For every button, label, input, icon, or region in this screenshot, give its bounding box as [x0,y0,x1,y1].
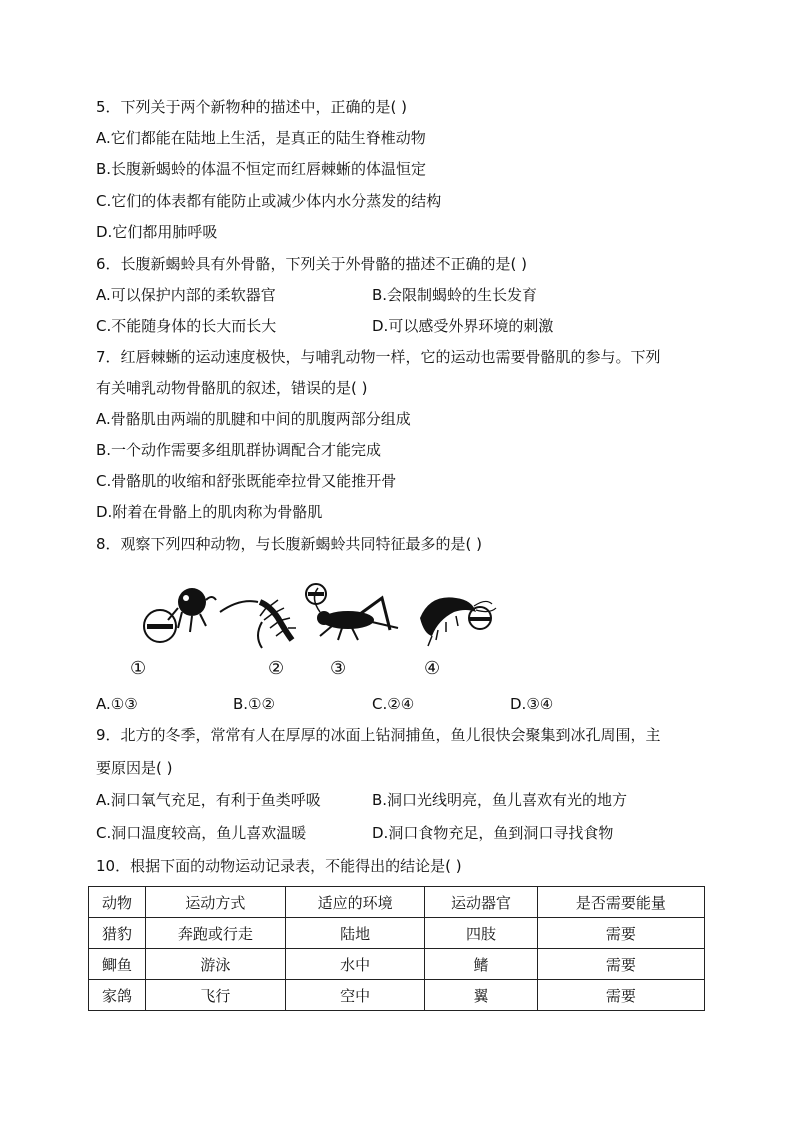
table-cell: 鲫鱼 [89,949,146,980]
table-cell: 陆地 [285,918,425,949]
q7-option-b: B.一个动作需要多组肌群协调配合才能完成 [96,441,382,459]
q7-option-a: A.骨骼肌由两端的肌腱和中间的肌腹两部分组成 [96,410,411,428]
q9-option-d: D.洞口食物充足，鱼到洞口寻找食物 [372,824,614,842]
table-cell: 需要 [537,980,704,1011]
q9-option-b: B.洞口光线明亮，鱼儿喜欢有光的地方 [372,791,628,809]
q8-option-d: D.③④ [510,695,554,713]
table-header-cell: 运动方式 [146,887,286,918]
table-cell: 水中 [285,949,425,980]
table-row [89,949,705,980]
q6-option-a: A.可以保护内部的柔软器官 [96,286,276,304]
table-cell: 游泳 [146,949,286,980]
table-cell: 翼 [425,980,537,1011]
q5-stem: 5．下列关于两个新物种的描述中，正确的是( ) [96,98,408,116]
q7-option-c: C.骨骼肌的收缩和舒张既能牵拉骨又能推开骨 [96,472,397,490]
figure-label-3: ③ [330,658,347,679]
animal-figure [120,578,500,688]
q7-option-d: D.附着在骨骼上的肌肉称为骨骼肌 [96,503,323,521]
q6-option-d: D.可以感受外界环境的刺激 [372,317,554,335]
q9-option-c: C.洞口温度较高，鱼儿喜欢温暖 [96,824,307,842]
table-cell: 鳍 [425,949,537,980]
figure-label-2: ② [268,658,285,679]
q9-stem-line2: 要原因是( ) [96,759,173,777]
q6-option-c: C.不能随身体的长大而长大 [96,317,277,335]
animal-3-icon [306,584,398,640]
q9-stem-line1: 9．北方的冬季，常常有人在厚厚的冰面上钻洞捕鱼，鱼儿很快会聚集到冰孔周围，主 [96,726,661,744]
q10-stem: 10．根据下面的动物运动记录表，不能得出的结论是( ) [96,857,462,875]
motion-record-table [88,886,705,1011]
table-header-cell: 动物 [89,887,146,918]
q5-option-d: D.它们都用肺呼吸 [96,223,218,241]
q8-stem: 8．观察下列四种动物，与长腹新蝎蛉共同特征最多的是( ) [96,535,483,553]
q6-option-b: B.会限制蝎蛉的生长发育 [372,286,538,304]
q6-stem: 6．长腹新蝎蛉具有外骨骼，下列关于外骨骼的描述不正确的是( ) [96,255,528,273]
table-cell: 家鸽 [89,980,146,1011]
table-cell: 四肢 [425,918,537,949]
animal-4-icon [420,597,496,646]
table-header-row [89,887,705,918]
q8-option-b: B.①② [233,695,275,713]
q8-option-c: C.②④ [372,695,415,713]
table-cell: 需要 [537,918,704,949]
q7-stem-line2: 有关哺乳动物骨骼肌的叙述，错误的是( ) [96,379,368,397]
table-row [89,980,705,1011]
table-cell: 飞行 [146,980,286,1011]
table-header-cell: 运动器官 [425,887,537,918]
animal-1-icon [144,588,216,642]
table-header-cell: 适应的环境 [285,887,425,918]
q9-option-a: A.洞口氧气充足，有利于鱼类呼吸 [96,791,321,809]
table-cell: 需要 [537,949,704,980]
q7-stem-line1: 7．红唇棘蜥的运动速度极快，与哺乳动物一样，它的运动也需要骨骼肌的参与。下列 [96,348,661,366]
q5-option-a: A.它们都能在陆地上生活，是真正的陆生脊椎动物 [96,129,426,147]
table-cell: 猎豹 [89,918,146,949]
table-cell: 空中 [285,980,425,1011]
figure-label-4: ④ [424,658,441,679]
q5-option-c: C.它们的体表都有能防止或减少体内水分蒸发的结构 [96,192,442,210]
table-cell: 奔跑或行走 [146,918,286,949]
table-row [89,918,705,949]
q8-option-a: A.①③ [96,695,138,713]
table-header-cell: 是否需要能量 [537,887,704,918]
figure-label-1: ① [130,658,147,679]
q5-option-b: B.长腹新蝎蛉的体温不恒定而红唇棘蜥的体温恒定 [96,160,427,178]
animal-2-icon [220,600,296,648]
